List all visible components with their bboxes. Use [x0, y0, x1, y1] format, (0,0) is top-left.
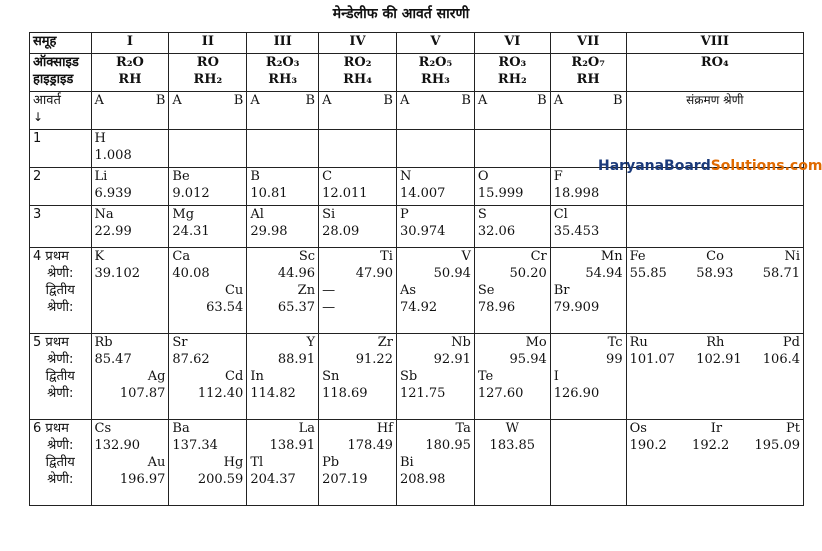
- element-symbol: Na: [94, 207, 114, 222]
- atomic-mass: 39.102: [94, 266, 140, 281]
- atomic-mass: 29.98: [250, 224, 288, 239]
- element-symbol: Rh: [706, 335, 725, 350]
- element-symbol: Fe: [629, 249, 646, 264]
- atomic-mass: —: [322, 300, 336, 315]
- atomic-mass: 101.07: [629, 352, 676, 367]
- watermark-part-a: HaryanaBoard: [598, 158, 711, 174]
- series-label: श्रेणी:: [47, 472, 74, 487]
- atomic-mass: 74.92: [399, 300, 438, 315]
- element-symbol: Cr: [530, 249, 547, 264]
- atomic-mass: 207.19: [322, 472, 368, 487]
- element-symbol: Ni: [784, 249, 800, 264]
- subgroup-b: B: [613, 93, 623, 108]
- element-symbol: F: [553, 169, 563, 184]
- atomic-mass: 47.90: [355, 266, 393, 281]
- element-symbol: Hg: [223, 455, 244, 470]
- element-symbol: S: [477, 207, 487, 222]
- atomic-mass: 95.94: [509, 352, 547, 367]
- atomic-mass: 12.011: [322, 186, 368, 201]
- oxide-formula: R₂O₇: [571, 55, 605, 70]
- atomic-mass: 200.59: [197, 472, 244, 487]
- element-symbol: V: [461, 249, 471, 264]
- atomic-mass: 99: [606, 352, 623, 367]
- subgroup-row: [30, 92, 804, 130]
- atomic-mass: 204.37: [250, 472, 296, 487]
- hydride-formula: RH₂: [193, 72, 223, 87]
- element-symbol: Tc: [607, 335, 623, 350]
- oxide-formula: R₂O₅: [418, 55, 453, 70]
- element-symbol: P: [399, 207, 409, 222]
- element-symbol: Be: [172, 169, 190, 184]
- atomic-mass: 138.91: [269, 438, 316, 453]
- first-series-label: प्रथम: [45, 421, 69, 436]
- hydride-formula: RH: [118, 72, 142, 87]
- period-number: 2: [30, 168, 92, 206]
- atomic-mass: 54.94: [585, 266, 623, 281]
- atomic-mass: 118.69: [322, 386, 368, 401]
- atomic-mass: 126.90: [553, 386, 600, 401]
- hydride-formula: RH₄: [343, 72, 372, 87]
- atomic-mass: 10.81: [250, 186, 288, 201]
- element-symbol: Se: [477, 283, 495, 298]
- atomic-mass: 127.60: [477, 386, 524, 401]
- subgroup-a: A: [172, 93, 182, 108]
- element-symbol: Pb: [322, 455, 340, 470]
- atomic-mass: 24.31: [172, 224, 210, 239]
- atomic-mass: 178.49: [347, 438, 393, 453]
- element-symbol: Ta: [455, 421, 471, 436]
- hydride-formula: RH₃: [421, 72, 450, 87]
- subgroup-a: A: [322, 93, 332, 108]
- atomic-mass: 180.95: [425, 438, 471, 453]
- atomic-mass: 78.96: [477, 300, 516, 315]
- element-symbol: Br: [553, 283, 570, 298]
- element-symbol: I: [553, 369, 559, 384]
- group-heading: VII: [550, 33, 626, 54]
- element-symbol: Y: [306, 335, 316, 350]
- element-symbol: —: [322, 283, 336, 298]
- period-6-row: [30, 420, 804, 506]
- element-symbol: O: [477, 169, 489, 184]
- element-symbol: Zn: [297, 283, 316, 298]
- subgroup-b: B: [305, 93, 316, 108]
- atomic-mass: 6.939: [94, 186, 132, 201]
- element-symbol: Te: [477, 369, 494, 384]
- atomic-mass: 1.008: [94, 148, 132, 163]
- atomic-mass: 50.94: [433, 266, 471, 281]
- subgroup-a: A: [553, 93, 564, 108]
- watermark: [598, 158, 822, 174]
- atomic-mass: 107.87: [119, 386, 166, 401]
- atomic-mass: 50.20: [509, 266, 547, 281]
- atomic-mass: 22.99: [94, 224, 132, 239]
- atomic-mass: 112.40: [197, 386, 244, 401]
- atomic-mass: 35.453: [553, 224, 600, 239]
- atomic-mass: 196.97: [119, 472, 166, 487]
- atomic-mass: 58.71: [762, 266, 800, 281]
- atomic-mass: 121.75: [399, 386, 446, 401]
- periodic-table: [29, 32, 804, 506]
- atomic-mass: 102.91: [696, 352, 742, 367]
- period-number: 4: [33, 249, 42, 264]
- subgroup-b: B: [383, 93, 393, 108]
- atomic-mass: 55.85: [629, 266, 667, 281]
- element-symbol: N: [399, 169, 412, 184]
- atomic-mass: 28.09: [322, 224, 360, 239]
- period-4-row: [30, 248, 804, 334]
- oxide-formula: R₂O: [116, 55, 144, 70]
- element-symbol: Ti: [380, 249, 393, 264]
- page-title: मेन्डेलीफ की आवर्त सारणी: [332, 6, 470, 22]
- atomic-mass: 106.4: [762, 352, 800, 367]
- hydride-label: हाइड्राइड: [33, 72, 74, 87]
- atomic-mass: 183.85: [489, 438, 536, 453]
- element-symbol: La: [298, 421, 316, 436]
- atomic-mass: 190.2: [629, 438, 667, 453]
- atomic-mass: 63.54: [206, 300, 244, 315]
- element-symbol: As: [399, 283, 417, 298]
- subgroup-b: B: [537, 93, 547, 108]
- subgroup-b: B: [155, 93, 166, 108]
- atomic-mass: 208.98: [399, 472, 446, 487]
- element-symbol: Mo: [525, 335, 547, 350]
- group-heading: I: [91, 33, 169, 54]
- element-symbol: Rb: [94, 335, 113, 350]
- element-symbol: Ag: [147, 369, 166, 384]
- group-label: समूह: [30, 33, 92, 54]
- subgroup-b: B: [461, 93, 471, 108]
- element-symbol: Si: [322, 207, 336, 222]
- atomic-mass: 192.2: [692, 438, 730, 453]
- subgroup-a: A: [477, 93, 488, 108]
- subgroup-a: A: [94, 93, 104, 108]
- series-label: श्रेणी:: [47, 438, 74, 453]
- element-symbol: Mg: [172, 207, 195, 222]
- element-symbol: Hf: [376, 421, 393, 436]
- atomic-mass: 65.37: [277, 300, 316, 315]
- element-symbol: Os: [629, 421, 647, 436]
- atomic-mass: 114.82: [250, 386, 296, 401]
- atomic-mass: 44.96: [277, 266, 316, 281]
- oxide-label: ऑक्साइड: [33, 55, 79, 70]
- element-symbol: Sc: [298, 249, 316, 264]
- period-number: 5: [33, 335, 42, 350]
- element-symbol: Zr: [377, 335, 393, 350]
- atomic-mass: 88.91: [277, 352, 316, 367]
- element-symbol: Sr: [172, 335, 188, 350]
- element-symbol: Ca: [172, 249, 191, 264]
- period-number: 6: [33, 421, 42, 436]
- element-symbol: In: [250, 369, 264, 384]
- atomic-mass: 79.909: [553, 300, 600, 315]
- hydride-formula: RH: [576, 72, 600, 87]
- group-heading: VIII: [626, 33, 803, 54]
- element-symbol: Au: [147, 455, 166, 470]
- element-symbol: Pt: [786, 421, 800, 436]
- group-heading: IV: [319, 33, 397, 54]
- atomic-mass: 137.34: [172, 438, 218, 453]
- group-heading: V: [396, 33, 474, 54]
- element-symbol: Cs: [94, 421, 112, 436]
- series-label: श्रेणी:: [47, 300, 74, 315]
- hydride-formula: RH₂: [497, 72, 527, 87]
- period-3-row: [30, 206, 804, 248]
- second-series-label: द्वितीय: [45, 369, 75, 384]
- element-symbol: Pd: [782, 335, 800, 350]
- element-symbol: Cd: [225, 369, 244, 384]
- element-symbol: Cu: [224, 283, 244, 298]
- element-symbol: B: [250, 169, 260, 184]
- atomic-mass: 85.47: [94, 352, 132, 367]
- period-label: आवर्त: [33, 93, 61, 108]
- group-heading: III: [247, 33, 319, 54]
- oxide-formula: RO₂: [343, 55, 372, 70]
- element-symbol: Ir: [710, 421, 723, 436]
- atomic-mass: 14.007: [399, 186, 446, 201]
- down-arrow-icon: ↓: [33, 110, 44, 124]
- atomic-mass: 32.06: [477, 224, 516, 239]
- atomic-mass: 18.998: [553, 186, 600, 201]
- atomic-mass: 58.93: [696, 266, 734, 281]
- oxide-formula: RO₄: [700, 55, 729, 70]
- element-symbol: Ru: [629, 335, 648, 350]
- watermark-part-b: Solutions.com: [710, 158, 822, 174]
- atomic-mass: 87.62: [172, 352, 210, 367]
- atomic-mass: 30.974: [399, 224, 446, 239]
- subgroup-a: A: [250, 93, 260, 108]
- element-symbol: Al: [250, 207, 264, 222]
- element-symbol: Nb: [451, 335, 471, 350]
- element-symbol: W: [505, 421, 519, 436]
- element-symbol: Cl: [553, 207, 568, 222]
- atomic-mass: 40.08: [172, 266, 210, 281]
- element-symbol: Sb: [399, 369, 418, 384]
- atomic-mass: 195.09: [754, 438, 800, 453]
- atomic-mass: 15.999: [477, 186, 524, 201]
- series-label: श्रेणी:: [47, 386, 74, 401]
- oxide-formula: RO: [196, 55, 219, 70]
- element-symbol: Ba: [172, 421, 190, 436]
- oxide-formula: RO₃: [498, 55, 527, 70]
- element-symbol: Co: [706, 249, 724, 264]
- element-symbol: Tl: [250, 455, 264, 470]
- element-symbol: K: [94, 249, 105, 264]
- first-series-label: प्रथम: [45, 335, 69, 350]
- element-symbol: H: [94, 131, 106, 146]
- element-symbol: Sn: [322, 369, 340, 384]
- series-label: श्रेणी:: [47, 266, 74, 281]
- atomic-mass: 91.22: [355, 352, 393, 367]
- transition-label: संक्रमण श्रेणी: [626, 92, 803, 130]
- element-symbol: Bi: [399, 455, 414, 470]
- second-series-label: द्वितीय: [45, 283, 75, 298]
- oxide-formula: R₂O₃: [265, 55, 300, 70]
- group-row: [30, 33, 804, 54]
- group-heading: VI: [474, 33, 550, 54]
- element-symbol: C: [322, 169, 333, 184]
- subgroup-a: A: [399, 93, 410, 108]
- period-5-row: [30, 334, 804, 420]
- oxide-row: [30, 54, 804, 92]
- atomic-mass: 9.012: [172, 186, 210, 201]
- series-label: श्रेणी:: [47, 352, 74, 367]
- second-series-label: द्वितीय: [45, 455, 75, 470]
- period-number: 3: [30, 206, 92, 248]
- element-symbol: Li: [94, 169, 108, 184]
- group-heading: II: [169, 33, 247, 54]
- atomic-mass: 132.90: [94, 438, 140, 453]
- element-symbol: Mn: [600, 249, 623, 264]
- period-number: 1: [30, 130, 92, 168]
- subgroup-b: B: [233, 93, 244, 108]
- atomic-mass: 92.91: [433, 352, 471, 367]
- first-series-label: प्रथम: [45, 249, 69, 264]
- hydride-formula: RH₃: [268, 72, 298, 87]
